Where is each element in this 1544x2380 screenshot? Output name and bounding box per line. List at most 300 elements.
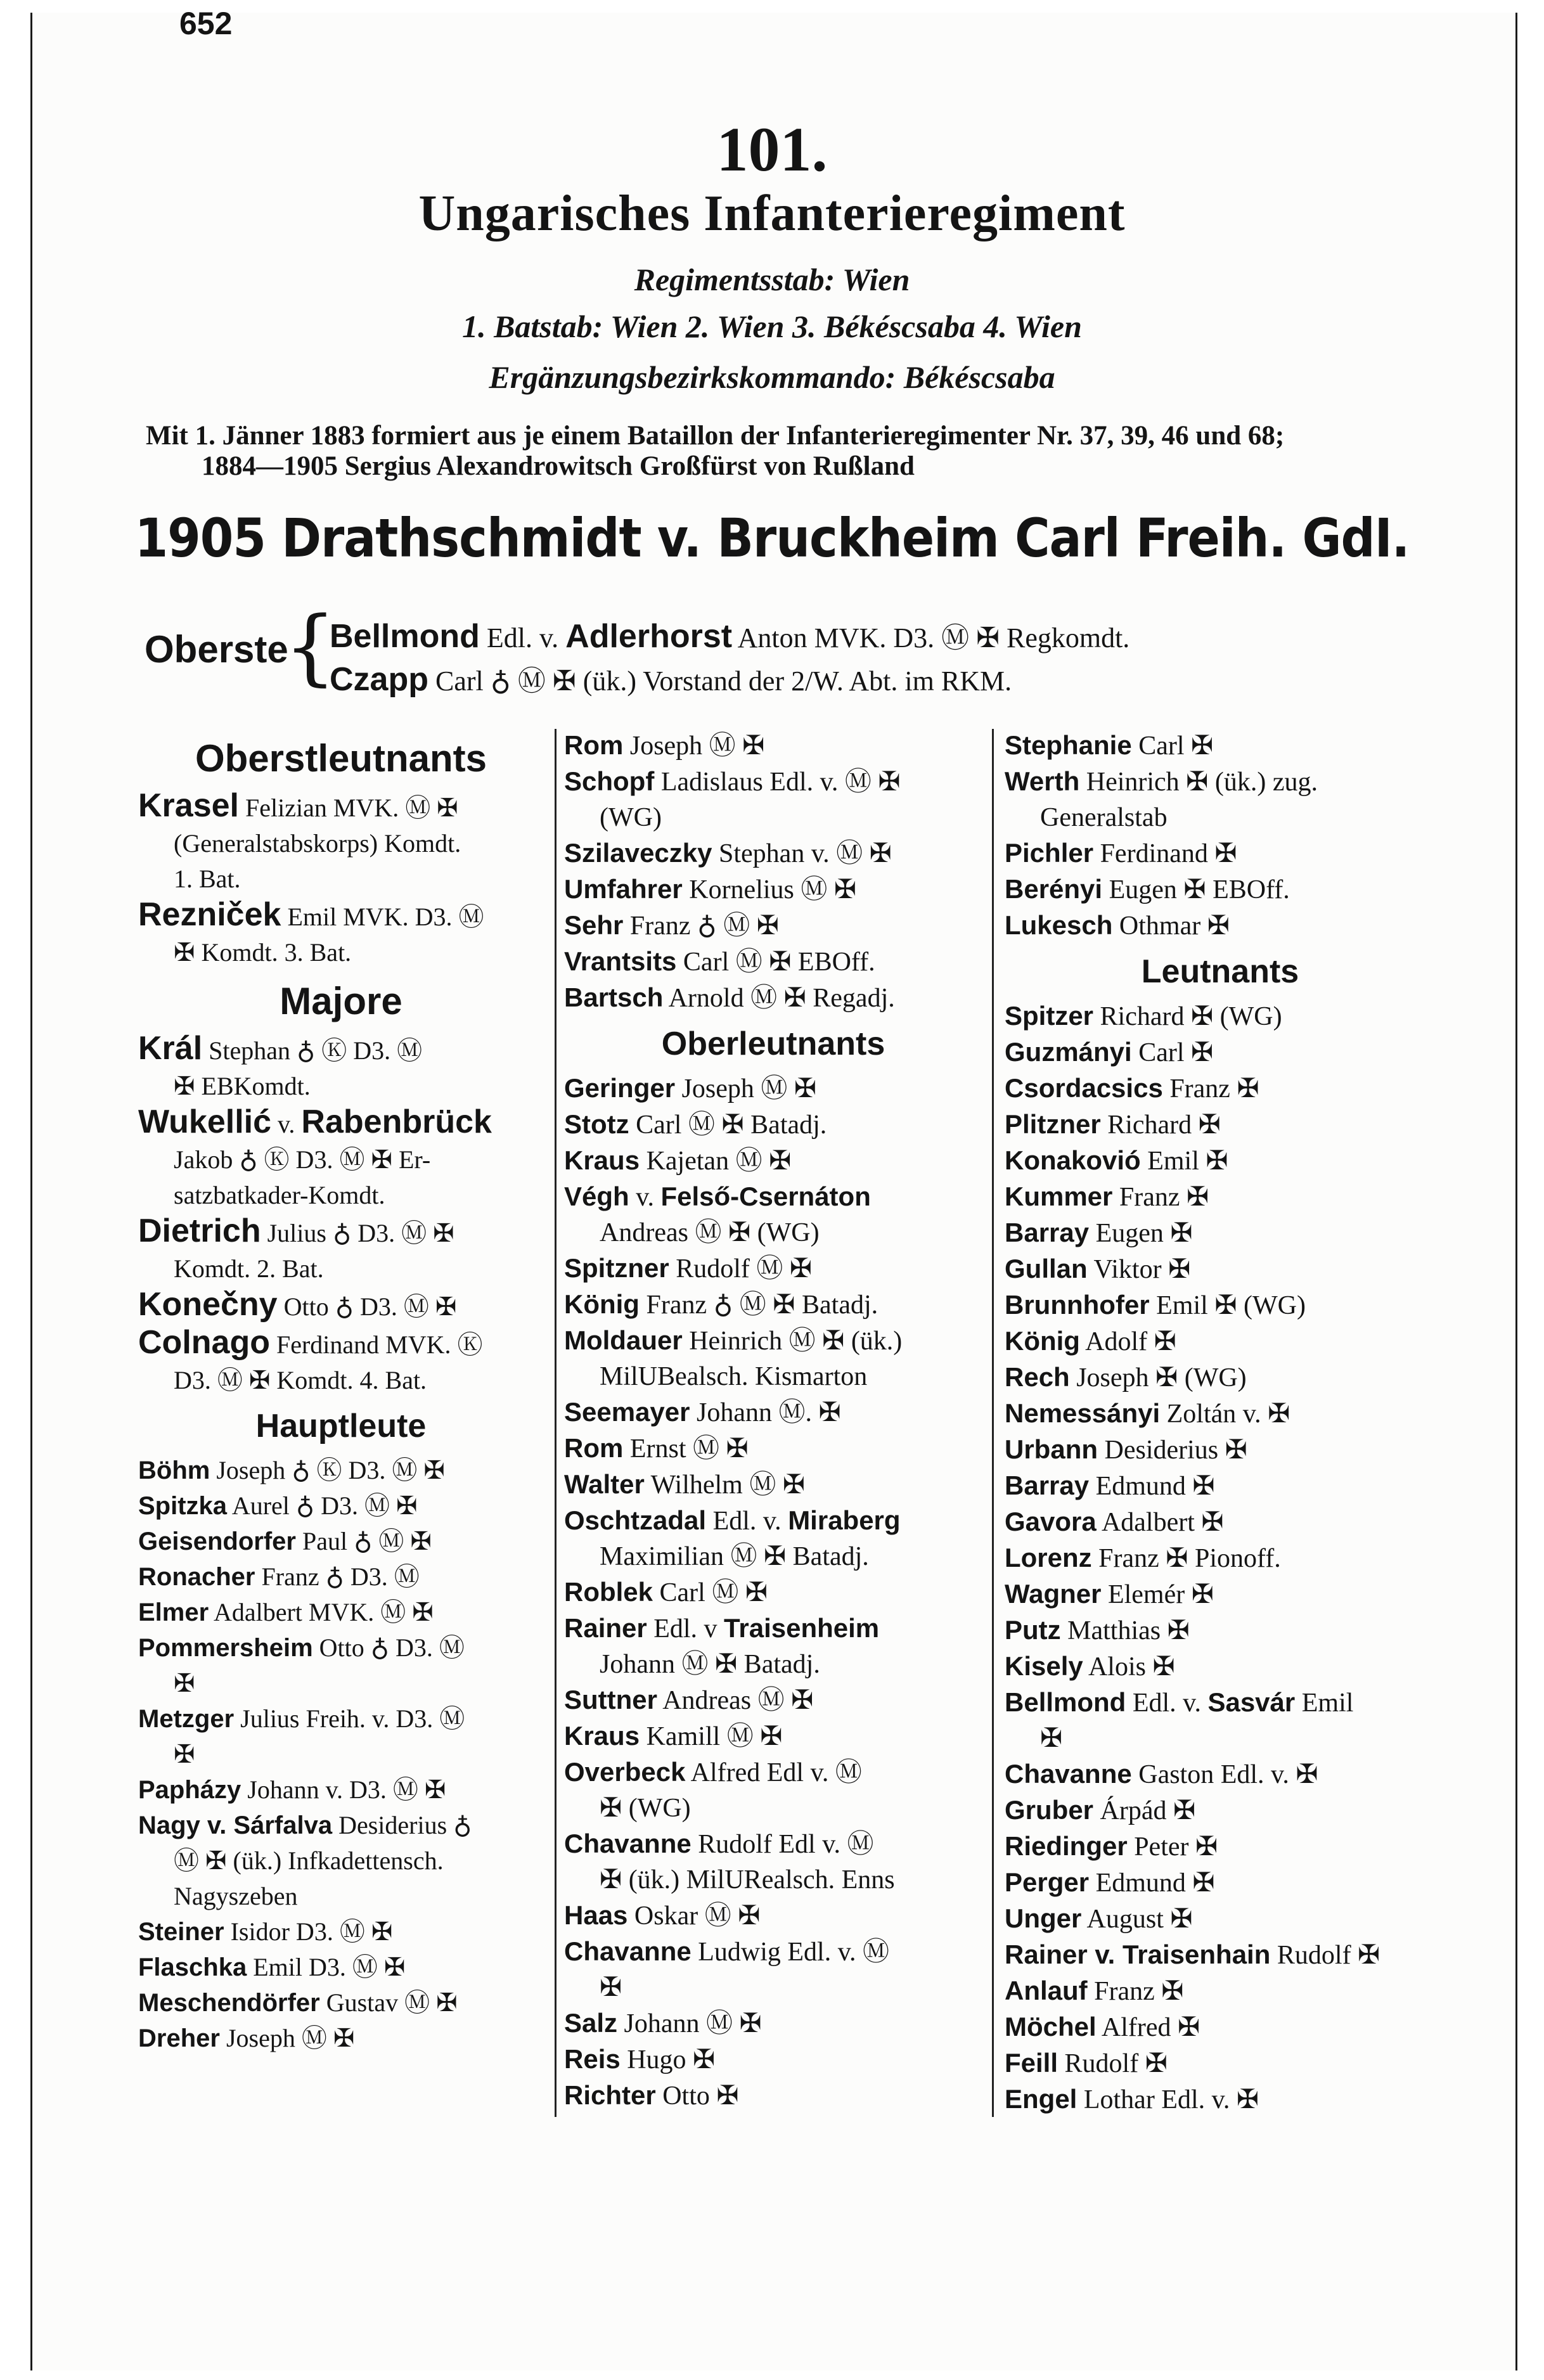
officer-details: Eugen ✠ EBOff.	[1109, 875, 1290, 904]
officer-details: Ernst Ⓜ ✠	[629, 1434, 749, 1463]
officer-entry	[1005, 728, 1436, 764]
officer-continuation: ✠	[1040, 1724, 1063, 1753]
officer-line	[564, 908, 982, 944]
officer-surname: Steiner	[138, 1918, 224, 1946]
officer-line	[138, 1595, 544, 1630]
officer-details: Joseph Ⓜ ✠	[226, 2024, 355, 2052]
officer-details: Edmund ✠	[1095, 1869, 1215, 1898]
officer-surname: Spitzer	[1005, 1001, 1094, 1031]
regiment-stab: Regimentsstab: Wien	[634, 262, 910, 297]
officer-details: Desiderius ♁	[338, 1811, 472, 1839]
officer-details: Kamill Ⓜ ✠	[646, 1722, 783, 1751]
officer-line	[1005, 1432, 1436, 1468]
officer-surname: Pichler	[1005, 838, 1094, 868]
officer-surname: Meschendörfer	[138, 1989, 320, 2017]
officer-details: Edl. v.	[1132, 1689, 1201, 1718]
officer-surname: Plitzner	[1005, 1109, 1101, 1139]
officer-entry	[1005, 1251, 1436, 1287]
rank-heading: Oberleutnants	[661, 1026, 885, 1062]
officer-entry	[138, 2021, 544, 2056]
officer-continuation: ✠ Komdt. 3. Bat.	[174, 938, 352, 967]
officer-line	[564, 1071, 982, 1107]
officer-line	[138, 1630, 544, 1666]
officer-surname: Colnago	[138, 1324, 270, 1361]
officer-details: Eugen ✠	[1095, 1219, 1193, 1248]
officer-line	[138, 1104, 544, 1142]
officer-details: Carl ✠	[1138, 731, 1214, 761]
officer-entry	[138, 1287, 544, 1325]
officer-entry	[1005, 998, 1436, 1034]
officer-details: Othmar ✠	[1119, 911, 1230, 941]
officer-continuation: Jakob ♁ Ⓚ D3. Ⓜ ✠ Er-	[174, 1145, 431, 1174]
officer-entry	[564, 1431, 982, 1467]
officer-entry	[138, 1031, 544, 1104]
officer-line	[564, 1503, 982, 1539]
officer-line	[138, 1213, 544, 1251]
officer-surname: Lorenz	[1005, 1543, 1092, 1573]
officer-entry	[138, 1950, 544, 1985]
officer-entry	[138, 1524, 544, 1559]
officer-details: Rudolf Edl v. Ⓜ	[698, 1830, 874, 1859]
history-note	[146, 421, 1413, 482]
officer-surname: Seemayer	[564, 1397, 690, 1427]
officer-continuation: Generalstab	[1040, 803, 1168, 832]
officer-entry	[564, 728, 982, 764]
officer-details: Otto ♁ D3. Ⓜ ✠	[283, 1292, 457, 1321]
officer-surname: Spitzka	[138, 1492, 228, 1520]
officer-details: Franz ✠	[1169, 1074, 1259, 1103]
oberst-entry	[330, 615, 1129, 655]
officer-surname: Rom	[564, 730, 624, 760]
officer-details: Edmund ✠	[1095, 1472, 1215, 1501]
officer-details: Emil ✠	[1147, 1147, 1228, 1176]
officer-surname: Richter	[564, 2080, 656, 2110]
officer-entry	[564, 1718, 982, 1754]
officer-entry	[138, 1701, 544, 1772]
history-line: Mit 1. Jänner 1883 formiert aus je einem Bataillon der Infanterieregimenter Nr. 37, 39, 46 und 68;	[146, 421, 1285, 451]
officer-details: Heinrich ✠ (ük.) zug.	[1086, 768, 1318, 797]
officer-details: Viktor ✠	[1093, 1255, 1191, 1284]
officer-surname: König	[564, 1289, 640, 1319]
officer-line	[1005, 1612, 1436, 1649]
officer-details: Carl ✠	[1138, 1038, 1214, 1067]
officer-details: Andreas Ⓜ ✠	[662, 1686, 814, 1715]
officer-details: Franz ✠	[1094, 1977, 1184, 2006]
officer-predicate: Miraberg	[788, 1505, 901, 1535]
officer-surname: Krasel	[138, 787, 239, 824]
officer-continuation: Johann Ⓜ ✠ Batadj.	[600, 1650, 820, 1679]
officer-entry	[564, 1467, 982, 1503]
oberst-detail: Anton MVK. D3. Ⓜ ✠ Regkomdt.	[737, 622, 1130, 653]
inhaber-line: 1905 Drathschmidt v. Bruckheim Carl Freih. GdI.	[134, 507, 1410, 569]
officer-entry	[1005, 1901, 1436, 1937]
officer-details: Kajetan Ⓜ ✠	[646, 1147, 792, 1176]
officer-surname: Overbeck	[564, 1757, 686, 1787]
officer-line	[1005, 1504, 1436, 1540]
officer-continuation: Maximilian Ⓜ ✠ Batadj.	[600, 1542, 869, 1571]
officer-details: Richard ✠	[1107, 1110, 1221, 1140]
officer-details: Emil	[1301, 1689, 1354, 1718]
officer-details: Emil MVK. D3. Ⓜ	[287, 903, 484, 931]
officer-details: Alfred Edl v. Ⓜ	[690, 1758, 862, 1787]
officer-details: Carl Ⓜ ✠ Batadj.	[636, 1110, 827, 1140]
officer-line	[564, 944, 982, 980]
officer-entry	[564, 1251, 982, 1287]
regiment-name: Ungarisches Infanterieregiment	[418, 186, 1126, 241]
officer-surname: Möchel	[1005, 2012, 1097, 2042]
officer-details: Joseph Ⓜ ✠	[681, 1074, 817, 1103]
officer-entry	[1005, 1973, 1436, 2009]
officer-details: Adalbert ✠	[1101, 1508, 1224, 1537]
officer-details: Otto ✠	[662, 2081, 739, 2111]
officer-details: Ferdinand ✠	[1100, 839, 1237, 868]
rank-heading: Leutnants	[1141, 953, 1299, 990]
officer-surname: Wagner	[1005, 1579, 1102, 1609]
officer-entry	[564, 1287, 982, 1323]
officer-surname: Stotz	[564, 1109, 629, 1139]
officer-entry	[1005, 1576, 1436, 1612]
officer-line	[564, 1323, 982, 1359]
officer-line	[1005, 1287, 1436, 1323]
officer-entry	[138, 788, 544, 897]
officer-entry	[564, 2078, 982, 2114]
officer-details: Hugo ✠	[627, 2045, 716, 2074]
officer-line	[138, 1453, 544, 1488]
oberst-name: Bellmond	[330, 618, 480, 655]
officer-line	[564, 1826, 982, 1862]
roster-column-3	[1005, 728, 1436, 2118]
officer-surname: Schopf	[564, 766, 655, 796]
roster-column-1	[138, 728, 544, 2056]
officer-details: Elemér ✠	[1107, 1580, 1214, 1609]
officer-details: Rudolf ✠	[1064, 2049, 1168, 2078]
officer-entry	[1005, 872, 1436, 908]
officer-surname: Csordacsics	[1005, 1073, 1163, 1103]
officer-line	[1005, 1323, 1436, 1360]
officer-surname: Engel	[1005, 2084, 1078, 2114]
officer-details: Franz ♁ D3. Ⓜ	[261, 1562, 420, 1591]
oberst-name2: Adlerhorst	[565, 618, 733, 655]
officer-line	[1005, 835, 1436, 872]
officer-entry	[1005, 2009, 1436, 2045]
officer-entry	[1005, 1685, 1436, 1756]
officer-entry	[564, 1503, 982, 1574]
officer-entry	[564, 1574, 982, 1611]
officer-continuation: ✠ (ük.) MilURealsch. Enns	[600, 1865, 895, 1894]
officer-surname: Chavanne	[564, 1936, 692, 1966]
officer-continuation: Nagyszeben	[174, 1882, 298, 1910]
officer-line	[138, 1914, 544, 1950]
officer-details: Oskar Ⓜ ✠	[634, 1901, 761, 1931]
officer-surname: Rom	[564, 1433, 624, 1463]
officer-surname: Rezniček	[138, 896, 281, 933]
officer-line	[564, 764, 982, 800]
officer-line	[564, 1611, 982, 1647]
officer-entry	[1005, 1468, 1436, 1504]
officer-surname: Metzger	[138, 1705, 235, 1733]
officer-details: Zoltán v. ✠	[1166, 1399, 1290, 1429]
officer-surname: Flaschka	[138, 1953, 247, 1981]
officer-line	[1005, 1107, 1436, 1143]
officer-entry	[138, 1559, 544, 1595]
officer-line	[138, 1950, 544, 1985]
officer-entry	[564, 872, 982, 908]
officer-details: Wilhelm Ⓜ ✠	[650, 1470, 806, 1500]
officer-details: Otto ♁ D3. Ⓜ	[319, 1633, 465, 1662]
officer-surname: Barray	[1005, 1470, 1090, 1500]
officer-details: Alois ✠	[1088, 1652, 1175, 1682]
officer-surname: Suttner	[564, 1685, 657, 1714]
officer-details: Joseph Ⓜ ✠	[629, 731, 765, 761]
officer-details: August ✠	[1086, 1905, 1193, 1934]
officer-entry	[564, 835, 982, 872]
officer-details: Richard ✠ (WG)	[1100, 1002, 1282, 1031]
officer-entry	[138, 1914, 544, 1950]
officer-line	[1005, 1360, 1436, 1396]
officer-surname: Rech	[1005, 1362, 1070, 1392]
officer-line	[564, 1179, 982, 1215]
officer-continuation: Ⓜ ✠ (ük.) Infkadettensch.	[174, 1846, 444, 1875]
officer-line	[564, 872, 982, 908]
officer-surname: Kisely	[1005, 1651, 1083, 1681]
officer-entry	[564, 2005, 982, 2042]
officer-surname: Bellmond	[1005, 1687, 1126, 1717]
officer-line	[564, 1251, 982, 1287]
officer-entry	[1005, 1179, 1436, 1215]
officer-entry	[1005, 1504, 1436, 1540]
officer-surname: Geisendorfer	[138, 1528, 296, 1555]
officer-line	[564, 1431, 982, 1467]
officer-line	[1005, 1865, 1436, 1901]
officer-surname: Haas	[564, 1900, 628, 1930]
column-divider	[555, 729, 556, 2117]
officer-entry	[564, 1323, 982, 1394]
officer-line	[138, 1031, 544, 1069]
officer-line	[564, 1574, 982, 1611]
officer-details: Stephan v. Ⓜ ✠	[719, 839, 892, 868]
officer-continuation: D3. Ⓜ ✠ Komdt. 4. Bat.	[174, 1366, 427, 1394]
officer-details: Arnold Ⓜ ✠ Regadj.	[668, 984, 895, 1013]
officer-line	[564, 1394, 982, 1431]
rank-heading: Oberstleutnants	[195, 737, 487, 780]
officer-line	[564, 980, 982, 1016]
officer-entry	[564, 944, 982, 980]
officer-entry	[1005, 1396, 1436, 1432]
officer-details: Stephan ♁ Ⓚ D3. Ⓜ	[209, 1036, 423, 1065]
officer-continuation: Andreas Ⓜ ✠ (WG)	[600, 1218, 820, 1247]
officer-entry	[1005, 1792, 1436, 1829]
officer-details: Emil ✠ (WG)	[1156, 1291, 1306, 1320]
officer-entry	[1005, 1360, 1436, 1396]
officer-entry	[1005, 835, 1436, 872]
officer-details: Joseph ✠ (WG)	[1076, 1363, 1247, 1393]
officer-details: Peter ✠	[1134, 1832, 1218, 1862]
officer-line	[564, 1682, 982, 1718]
officer-entry	[1005, 1937, 1436, 1973]
officer-entry	[564, 1394, 982, 1431]
officer-line	[1005, 728, 1436, 764]
officer-surname: Guzmányi	[1005, 1037, 1132, 1067]
officer-entry	[138, 1213, 544, 1287]
officer-surname: Gruber	[1005, 1795, 1094, 1825]
officer-surname: Berényi	[1005, 874, 1103, 904]
officer-line	[564, 2078, 982, 2114]
officer-line	[138, 788, 544, 826]
officer-surname: Wukellić	[138, 1103, 272, 1140]
officer-continuation: (WG)	[600, 803, 662, 832]
officer-surname: Papházy	[138, 1776, 241, 1804]
officer-details: Rudolf ✠	[1277, 1941, 1380, 1970]
ergaenzung-kommando: Ergänzungsbezirkskommando: Békéscsaba	[489, 359, 1055, 395]
rank-heading: Hauptleute	[255, 1408, 427, 1444]
officer-details: Isidor D3. Ⓜ ✠	[230, 1917, 393, 1946]
officer-surname: Spitzner	[564, 1253, 669, 1283]
officer-surname: Gullan	[1005, 1254, 1088, 1283]
officer-entry	[1005, 1071, 1436, 1107]
officer-line	[1005, 1468, 1436, 1504]
officer-entry	[138, 1488, 544, 1524]
officer-entry	[564, 1898, 982, 1934]
oberst-entry	[330, 658, 1012, 698]
officer-line	[564, 1107, 982, 1143]
oberste-label: Oberste	[145, 628, 288, 671]
officer-continuation: ✠	[174, 1669, 195, 1697]
officer-line	[1005, 1576, 1436, 1612]
officer-surname: Salz	[564, 2008, 618, 2038]
officer-surname: Brunnhofer	[1005, 1290, 1150, 1320]
officer-surname: Roblek	[564, 1577, 653, 1607]
officer-surname: König	[1005, 1326, 1080, 1356]
officer-details: v.	[636, 1183, 654, 1212]
officer-surname: Feill	[1005, 2048, 1058, 2078]
officer-details: Carl Ⓜ ✠ EBOff.	[683, 948, 875, 977]
officer-line	[138, 1559, 544, 1595]
officer-surname: Böhm	[138, 1457, 210, 1484]
officer-line	[1005, 764, 1436, 800]
officer-line	[1005, 872, 1436, 908]
officer-continuation: ✠	[174, 1740, 195, 1768]
officer-continuation: MilUBealsch. Kismarton	[600, 1362, 868, 1391]
officer-surname: Umfahrer	[564, 874, 683, 904]
officer-entry	[1005, 2045, 1436, 2081]
officer-line	[564, 1934, 982, 1970]
officer-details: Ladislaus Edl. v. Ⓜ ✠	[660, 768, 901, 797]
officer-entry	[1005, 1865, 1436, 1901]
officer-surname: Pommersheim	[138, 1634, 313, 1662]
officer-entry	[138, 1595, 544, 1630]
officer-details: Matthias ✠	[1067, 1616, 1190, 1645]
officer-details: Ludwig Edl. v. Ⓜ	[698, 1938, 889, 1967]
officer-line	[1005, 1540, 1436, 1576]
officer-surname: Unger	[1005, 1903, 1082, 1933]
officer-surname: Moldauer	[564, 1325, 683, 1355]
officer-entry	[1005, 1540, 1436, 1576]
officer-line	[138, 1985, 544, 2021]
officer-details: Adolf ✠	[1085, 1327, 1176, 1356]
officer-line	[564, 2042, 982, 2078]
officer-line	[564, 835, 982, 872]
officer-surname: Konakovió	[1005, 1145, 1141, 1175]
officer-surname: Riedinger	[1005, 1831, 1128, 1861]
officer-entry	[1005, 764, 1436, 835]
officer-entry	[564, 908, 982, 944]
officer-details: Adalbert MVK. Ⓜ ✠	[213, 1598, 434, 1626]
officer-line	[1005, 1685, 1436, 1721]
officer-entry	[1005, 1215, 1436, 1251]
brace-symbol: {	[284, 598, 337, 695]
officer-line	[138, 1287, 544, 1325]
officer-line	[1005, 1901, 1436, 1937]
officer-surname: Werth	[1005, 766, 1080, 796]
officer-entry	[138, 1453, 544, 1488]
officer-continuation: ✠ (WG)	[600, 1794, 691, 1823]
officer-surname: Elmer	[138, 1598, 209, 1626]
officer-entry	[564, 1107, 982, 1143]
officer-line	[1005, 1649, 1436, 1685]
officer-line	[1005, 2081, 1436, 2118]
officer-line	[138, 1701, 544, 1737]
officer-entry	[564, 2042, 982, 2078]
officer-entry	[1005, 2081, 1436, 2118]
officer-line	[564, 728, 982, 764]
officer-entry	[1005, 1107, 1436, 1143]
battalion-stab: 1. Batstab: Wien 2. Wien 3. Békéscsaba 4. Wien	[462, 309, 1082, 344]
officer-line	[1005, 2045, 1436, 2081]
officer-entry	[564, 764, 982, 835]
officer-entry	[1005, 1829, 1436, 1865]
officer-surname: Dreher	[138, 2024, 220, 2052]
officer-surname: Putz	[1005, 1615, 1061, 1645]
officer-line	[1005, 1396, 1436, 1432]
officer-details: Carl Ⓜ ✠	[659, 1578, 768, 1607]
officer-details: Felizian MVK. Ⓜ ✠	[245, 794, 458, 822]
officer-surname: Sehr	[564, 910, 624, 940]
officer-continuation: satzbatkader-Komdt.	[174, 1181, 385, 1209]
officer-entry	[564, 1143, 982, 1179]
officer-surname: Végh	[564, 1181, 629, 1211]
officer-continuation: ✠	[600, 1973, 622, 2002]
officer-line	[1005, 1251, 1436, 1287]
officer-surname: Nemessányi	[1005, 1398, 1161, 1428]
officer-line	[564, 1143, 982, 1179]
officer-line	[1005, 1973, 1436, 2009]
officer-line	[138, 1772, 544, 1808]
officer-predicate: Felső-Csernáton	[660, 1181, 871, 1211]
officer-entry	[138, 1630, 544, 1701]
officer-details: Franz ♁ Ⓜ ✠	[629, 911, 779, 941]
officer-predicate: Sasvár	[1207, 1687, 1296, 1717]
officer-surname: Vrantsits	[564, 946, 677, 976]
officer-entry	[564, 980, 982, 1016]
officer-entry	[564, 1179, 982, 1251]
officer-line	[138, 2021, 544, 2056]
officer-details: Rudolf Ⓜ ✠	[676, 1254, 813, 1283]
officer-entry	[564, 1826, 982, 1898]
officer-surname: Konečny	[138, 1286, 278, 1323]
officer-surname: Dietrich	[138, 1213, 261, 1249]
roster-column-2	[564, 728, 982, 2114]
officer-surname: Barray	[1005, 1218, 1090, 1247]
officer-line	[1005, 1829, 1436, 1865]
oberst-rest: Carl ♁ Ⓜ ✠ (ük.) Vorstand der 2/W. Abt. im RKM.	[435, 666, 1012, 697]
officer-entry	[1005, 1432, 1436, 1468]
officer-surname: Kummer	[1005, 1181, 1113, 1211]
officer-line	[564, 2005, 982, 2042]
officer-line	[1005, 908, 1436, 944]
officer-surname: Ronacher	[138, 1563, 255, 1591]
officer-continuation: 1. Bat.	[174, 865, 241, 893]
officer-details: Alfred ✠	[1101, 2013, 1200, 2042]
